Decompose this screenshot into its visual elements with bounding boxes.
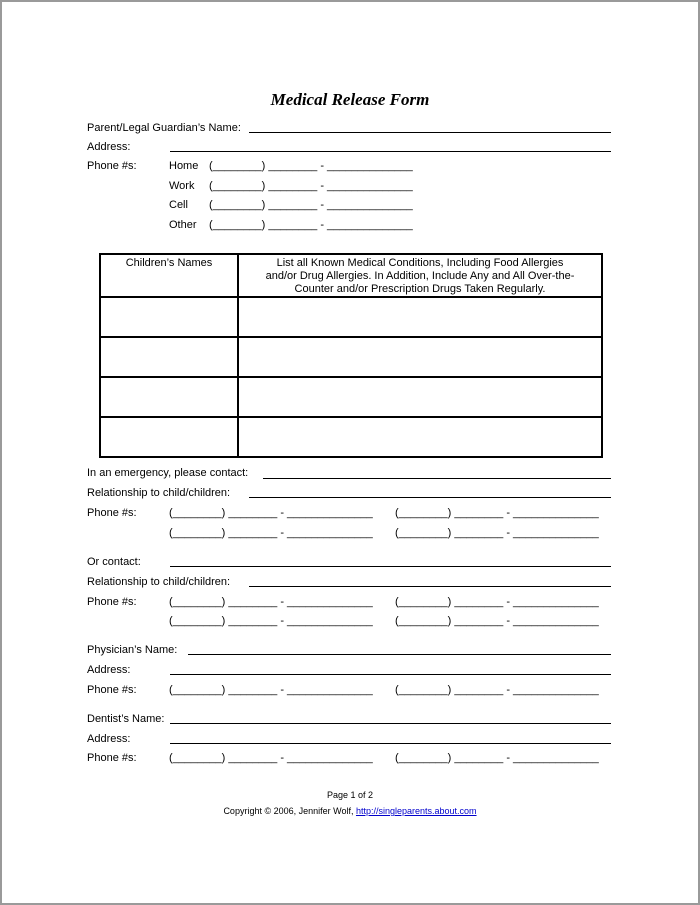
emergency-contact-field[interactable]: [263, 478, 611, 479]
emergency-phone-field[interactable]: (________) ________ - ______________: [395, 527, 599, 539]
emergency-relationship-field[interactable]: [249, 497, 611, 498]
emergency-contact-label: In an emergency, please contact:: [87, 467, 249, 479]
physician-address-field[interactable]: [170, 674, 611, 675]
or-phones-label: Phone #s:: [87, 596, 137, 608]
parent-address-label: Address:: [87, 141, 131, 153]
conditions-cell[interactable]: [238, 297, 602, 337]
phone-type-cell: Cell: [169, 199, 188, 211]
table-row: [100, 297, 602, 337]
physician-phones-label: Phone #s:: [87, 684, 137, 696]
phone-type-work: Work: [169, 180, 195, 192]
or-phone-field[interactable]: (________) ________ - ______________: [169, 615, 373, 627]
table-row: [100, 417, 602, 457]
other-phone-field[interactable]: (________) ________ - ______________: [209, 219, 413, 231]
copyright-line: [0, 806, 700, 816]
dentist-phones-label: Phone #s:: [87, 752, 137, 764]
dentist-name-field[interactable]: [170, 723, 611, 724]
child-name-cell[interactable]: [100, 297, 238, 337]
copyright-text: Copyright © 2006, Jennifer Wolf,: [223, 806, 356, 816]
parent-name-field[interactable]: [249, 132, 611, 133]
table-header-row: [100, 254, 602, 297]
emergency-phones-label: Phone #s:: [87, 507, 137, 519]
header-line: and/or Drug Allergies. In Addition, Include Any and All Over-the-: [265, 270, 575, 282]
dentist-name-label: Dentist’s Name:: [87, 713, 165, 725]
children-table: [99, 253, 603, 458]
physician-phone-field[interactable]: (________) ________ - ______________: [395, 684, 599, 696]
or-phone-field[interactable]: (________) ________ - ______________: [169, 596, 373, 608]
cell-phone-field[interactable]: (________) ________ - ______________: [209, 199, 413, 211]
dentist-address-field[interactable]: [170, 743, 611, 744]
emergency-phone-field[interactable]: (________) ________ - ______________: [169, 507, 373, 519]
conditions-cell[interactable]: [238, 377, 602, 417]
table-row: [100, 337, 602, 377]
page-number: Page 1 of 2: [326, 790, 374, 800]
dentist-phone-field[interactable]: (________) ________ - ______________: [395, 752, 599, 764]
header-line: List all Known Medical Conditions, Including Food Allergies: [276, 257, 564, 269]
child-name-cell[interactable]: [100, 377, 238, 417]
or-phone-field[interactable]: (________) ________ - ______________: [395, 615, 599, 627]
or-phone-field[interactable]: (________) ________ - ______________: [395, 596, 599, 608]
phone-type-other: Other: [169, 219, 197, 231]
physician-address-label: Address:: [87, 664, 131, 676]
or-contact-label: Or contact:: [87, 556, 141, 568]
or-relationship-label: Relationship to child/children:: [87, 576, 231, 588]
form-title: Medical Release Form: [270, 90, 430, 109]
child-name-cell[interactable]: [100, 417, 238, 457]
dentist-phone-field[interactable]: (________) ________ - ______________: [169, 752, 373, 764]
medical-conditions-header: [238, 254, 602, 297]
conditions-cell[interactable]: [238, 337, 602, 377]
parent-address-field[interactable]: [170, 151, 611, 152]
parent-phones-label: Phone #s:: [87, 160, 137, 172]
emergency-relationship-label: Relationship to child/children:: [87, 487, 231, 499]
physician-name-field[interactable]: [188, 654, 611, 655]
source-link[interactable]: http://singleparents.about.com: [355, 806, 477, 816]
home-phone-field[interactable]: (________) ________ - ______________: [209, 160, 413, 172]
table-row: [100, 377, 602, 417]
conditions-cell[interactable]: [238, 417, 602, 457]
header-line: Counter and/or Prescription Drugs Taken Regularly.: [294, 283, 546, 295]
or-relationship-field[interactable]: [249, 586, 611, 587]
child-name-cell[interactable]: [100, 337, 238, 377]
physician-phone-field[interactable]: (________) ________ - ______________: [169, 684, 373, 696]
emergency-phone-field[interactable]: (________) ________ - ______________: [169, 527, 373, 539]
physician-name-label: Physician’s Name:: [87, 644, 178, 656]
parent-name-label: Parent/Legal Guardian’s Name:: [87, 122, 241, 134]
emergency-phone-field[interactable]: (________) ________ - ______________: [395, 507, 599, 519]
work-phone-field[interactable]: (________) ________ - ______________: [209, 180, 413, 192]
or-contact-field[interactable]: [170, 566, 611, 567]
phone-type-home: Home: [169, 160, 199, 172]
children-names-header: Children’s Names: [100, 254, 238, 297]
dentist-address-label: Address:: [87, 733, 131, 745]
